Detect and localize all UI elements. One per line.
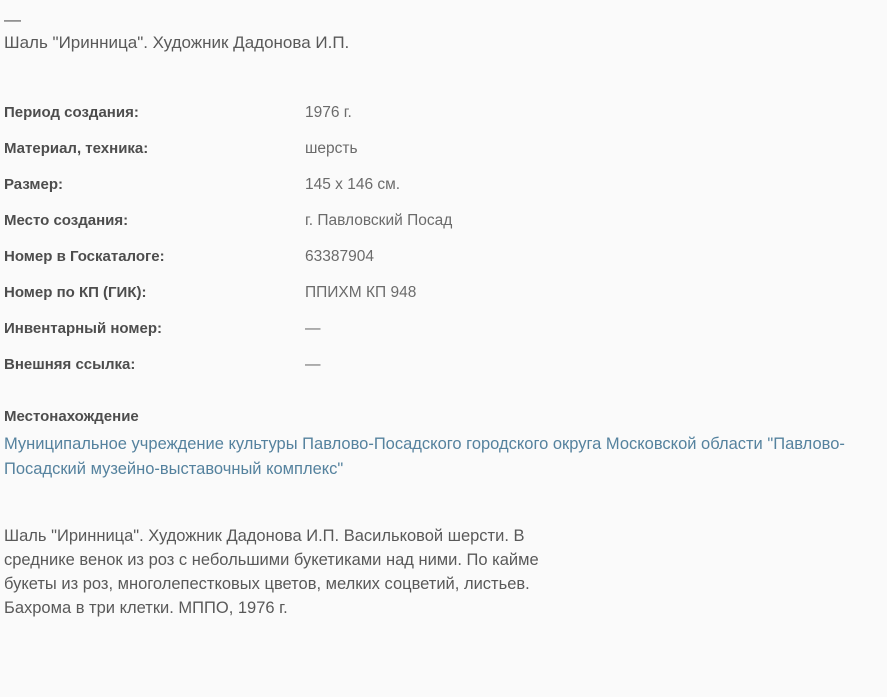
field-row-inventory-number <box>4 321 887 337</box>
field-value: 145 x 146 см. <box>305 176 401 193</box>
location-heading: Местонахождение <box>4 408 139 425</box>
field-label: Размер: <box>4 176 64 193</box>
field-value: — <box>305 356 321 373</box>
field-value: г. Павловский Посад <box>305 212 453 229</box>
field-row-material <box>4 141 887 157</box>
field-label: Инвентарный номер: <box>4 320 162 337</box>
location-museum-link[interactable]: Муниципальное учреждение культуры Павлово-Посадского городского округа Московской области "Павлово-Посадский музейно-выставочный комплекс" <box>4 435 845 478</box>
field-value: 1976 г. <box>305 104 352 121</box>
field-row-external-link <box>4 357 887 373</box>
field-value: ППИХМ КП 948 <box>305 284 417 301</box>
title-dash: — <box>4 10 21 29</box>
field-label: Внешняя ссылка: <box>4 356 136 373</box>
field-row-kp-number <box>4 285 887 301</box>
field-value: 63387904 <box>305 248 374 265</box>
field-row-creation-place <box>4 213 887 229</box>
field-label: Место создания: <box>4 212 129 229</box>
field-label: Номер по КП (ГИК): <box>4 284 147 301</box>
field-label: Материал, техника: <box>4 140 149 157</box>
field-label: Номер в Госкаталоге: <box>4 248 165 265</box>
field-value: — <box>305 320 321 337</box>
field-row-goskatalog-number <box>4 249 887 265</box>
field-row-creation-period <box>4 105 887 121</box>
field-value: шерсть <box>305 140 358 157</box>
item-description: Шаль "Иринница". Художник Дадонова И.П. Васильковой шерсти. В среднике венок из роз с небольшими букетиками над ними. По кайме букеты из роз, многолепестковых цветов, мелких соцветий, листьев. Бахрома в три клетки. МППО, 1976 г. <box>4 527 539 617</box>
page-title: Шаль "Иринница". Художник Дадонова И.П. <box>4 33 350 52</box>
field-row-size <box>4 177 887 193</box>
field-label: Период создания: <box>4 104 139 121</box>
attributes-list <box>4 105 887 373</box>
